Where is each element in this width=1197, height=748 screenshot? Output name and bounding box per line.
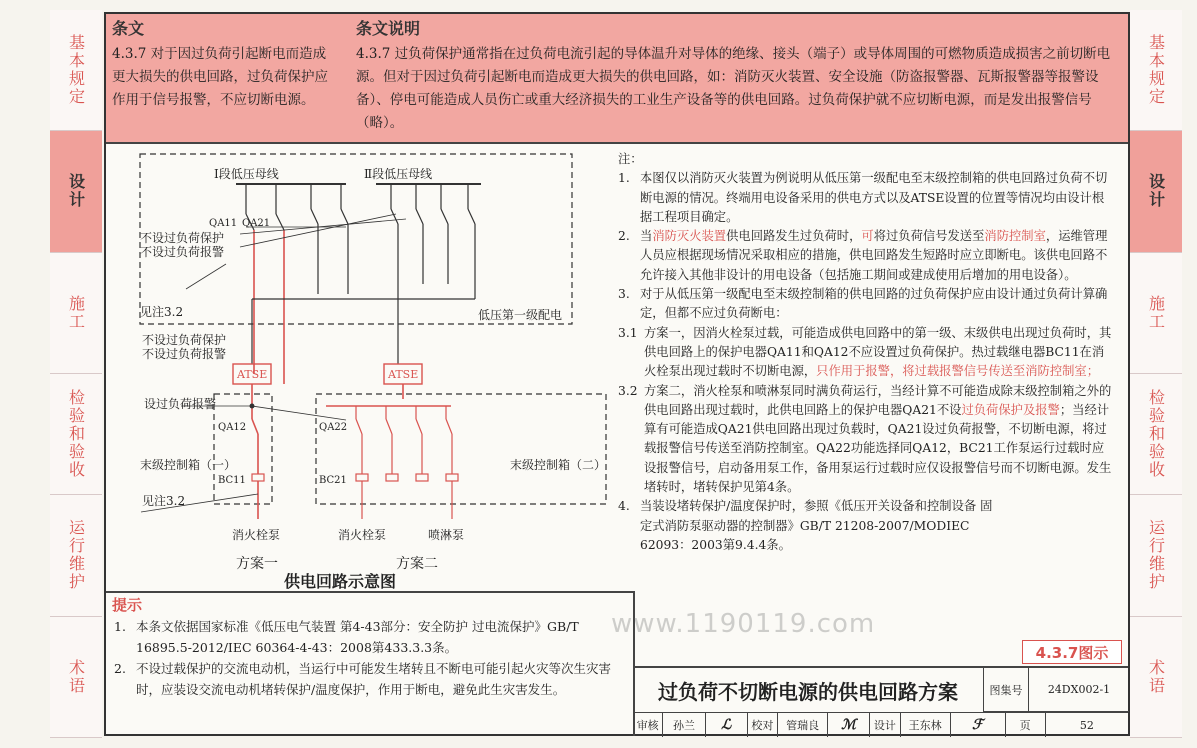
note-number: 3.2: [618, 383, 638, 398]
notes-heading: 注：: [618, 152, 643, 166]
note-highlight: 消防控制室: [984, 229, 1046, 244]
checker-name: 管瑞良: [778, 713, 828, 737]
tab-operation[interactable]: [1130, 495, 1182, 616]
atlas-number: 24DX002-1: [1028, 668, 1129, 712]
tips-title: 提示: [112, 596, 143, 614]
atse2-label: ATSE: [388, 368, 419, 381]
explanation-block: [356, 16, 1116, 135]
article-title: 条文: [112, 19, 145, 38]
tab-label: 施工: [1146, 294, 1166, 331]
note-fragment: ；当经计算有可能造成QA21供电回路出现过负载时，QA21设过负荷报警，不切断电源，将过载报警信号传送至消防控制室。QA22功能选择同QA12，BC21工作泵运行过载时应设报警信号，启动备用泵工作，备用泵运行过载时应仅设报警信号而不切断电源。发生堵转时，堵转保护见第4条。: [644, 402, 1112, 495]
tab-basic-rules[interactable]: [50, 10, 102, 131]
explanation-title: 条文说明: [356, 19, 421, 38]
tip-item: [106, 616, 633, 658]
note-text: 本图仅以消防灭火装置为例说明从低压第一级配电至末级控制箱的供电回路过负荷不切断电源的情况。终端用电设备采用的供电方式以及ATSE设置的位置等情况均由设计根据工程项目确定。: [640, 171, 1108, 224]
note-fragment: 当: [640, 229, 653, 244]
note-item: [618, 227, 1113, 285]
control-box-2-label: 末级控制箱（二）: [510, 458, 607, 472]
figure-tag: 4.3.7图示: [1022, 640, 1122, 664]
tips-section: [106, 591, 635, 736]
reviewer-name: 孙兰: [663, 713, 705, 737]
tip-text: 本条文依据国家标准《低压电气装置 第4-43部分：安全防护 过电流保护》GB/T 16895.5-2012/IEC 60364-4-43：2008第433.3.3条。: [136, 619, 579, 655]
atlas-number-label: 图集号: [983, 668, 1028, 712]
left-tab-bar: [50, 10, 102, 738]
tab-operation[interactable]: [50, 495, 102, 616]
watermark: www.1190119.com: [611, 609, 876, 639]
note-fragment: 供电回路发生过负荷时，: [726, 229, 862, 244]
review-label: 审核: [633, 713, 663, 737]
tab-label: 检验和验收: [66, 389, 86, 480]
tab-label: 术语: [66, 658, 86, 695]
tab-label: 运行维护: [66, 519, 86, 592]
tab-terms[interactable]: [50, 617, 102, 738]
no-alarm-label-2: 不设过负荷报警: [142, 347, 227, 361]
scheme-2-label: 方案二: [396, 556, 438, 572]
checker-signature: ℳ: [828, 713, 870, 737]
qa22-label: QA22: [319, 422, 348, 433]
control-box-2-outline: [316, 394, 606, 504]
tab-label: 设计: [66, 173, 86, 210]
note-item: [618, 382, 1113, 498]
tab-construction[interactable]: [50, 253, 102, 374]
note-number: 2.: [618, 229, 630, 244]
article-block: [112, 16, 338, 112]
leader-dot: [250, 404, 255, 409]
note-highlight: 只作用于报警，将过载报警信号传送至消防控制室；: [816, 364, 1100, 379]
tip-number: 1.: [114, 619, 126, 634]
note-highlight: 可: [861, 229, 874, 244]
note-highlight: 过负荷保护及报警: [961, 402, 1060, 417]
pump-label-2: 消火栓泵: [338, 528, 387, 542]
set-alarm-label: 设过负荷报警: [144, 397, 217, 411]
note-fragment: 方案二，消火栓泵和喷淋泵同时满负荷运行，当经计算不可能造成除末级控制箱之外的供电回路出现过载时，此供电回路上的保护电器QA21不设: [644, 383, 1112, 417]
right-tab-bar: [1130, 10, 1182, 738]
tab-inspection[interactable]: [1130, 374, 1182, 495]
note-text: 对于从低压第一级配电至末级控制箱的供电回路的过负荷保护应由设计通过负荷计算确定，但都不应过负荷断电：: [640, 287, 1108, 321]
tab-basic-rules[interactable]: [1130, 10, 1182, 131]
note-text: [644, 382, 1113, 498]
bc11-label: BC11: [218, 475, 246, 486]
scheme-1-label: 方案一: [236, 556, 278, 572]
see-note-label-1: 见注3.2: [140, 305, 184, 319]
tab-construction[interactable]: [1130, 253, 1182, 374]
tab-label: 设计: [1146, 173, 1166, 210]
no-protection-label-2: 不设过负荷保护: [142, 333, 227, 347]
tab-label: 基本规定: [66, 34, 86, 107]
tab-terms[interactable]: [1130, 617, 1182, 738]
tab-label: 检验和验收: [1146, 389, 1166, 480]
tab-design[interactable]: [1130, 131, 1182, 252]
notes-section: [618, 150, 1113, 555]
tip-number: 2.: [114, 661, 126, 676]
article-header: [106, 14, 1128, 144]
note-fragment: 将过负荷信号发送至: [873, 229, 985, 244]
note-text: [640, 227, 1113, 285]
page-number: 52: [1079, 718, 1094, 732]
note-fragment: 方案一，因消火栓泵过载，可能造成供电回路中的第一级、末级供电出现过负荷时，其供电回路上的保护电器QA11和QA12不应设置过负荷保护。热过载继电器BC11在消火栓泵出现过载时不切断电源，: [644, 325, 1112, 379]
tab-label: 基本规定: [1146, 34, 1166, 107]
tab-label: 运行维护: [1146, 519, 1166, 592]
see-note-label-2: 见注3.2: [142, 494, 186, 508]
note-item: [618, 169, 1113, 227]
explanation-text: 4.3.7 过负荷保护通常指在过负荷电流引起的导体温升对导体的绝缘、接头（端子）或导体周围的可燃物质造成损害之前切断电源。但对于因过负荷引起断电而造成更大损失的供电回路，如：消防灭火装置、安全设施（防盗报警器、瓦斯报警器等报警设备）、停电可能造成人员伤亡或重大经济损失的工业生产设备等的供电回路。过负荷保护就不应切断电源，而是发出报警信号（略）。: [356, 46, 1111, 131]
reviewer-signature: ℒ: [706, 713, 748, 737]
qa11-label: QA11: [209, 218, 238, 229]
note-number: 4.: [618, 499, 630, 514]
tip-text: 不设过载保护的交流电动机，当运行中可能发生堵转且不断电可能引起火灾等次生灾害时，应装设交流电动机堵转保护/温度保护，作用于断电，避免此生灾害发生。: [136, 661, 612, 697]
pump-label-3: 喷淋泵: [428, 528, 465, 542]
control-box-1-outline: [214, 394, 272, 504]
atse1-label: ATSE: [237, 368, 268, 381]
article-text: 4.3.7 对于因过负荷引起断电而造成更大损失的供电回路，过负荷保护应作用于信号报警，不应切断电源。: [112, 46, 328, 108]
no-alarm-label: 不设过负荷报警: [140, 245, 225, 259]
note-text: 当装设堵转保护/温度保护时，参照《低压开关设备和控制设备 固定式消防泵驱动器的控制器》GB/T 21208-2007/MODIEC 62093：2003第9.4.4条。: [640, 499, 993, 552]
qa12-label: QA12: [218, 422, 247, 433]
note-fragment: ，运维管理人员应根据现场情况采取相应的措施，供电回路发生短路时应立即断电。该供电回路不允许接入其他非设计的用电设备（包括施工期间或建成使用后增加的用电设备）。: [640, 229, 1108, 282]
note-item: [618, 285, 1113, 324]
panel-first-level-label: 低压第一级配电: [478, 308, 563, 322]
drawing-title: 过负荷不切断电源的供电回路方案: [633, 668, 984, 712]
note-number: 1.: [618, 171, 630, 186]
tip-item: [106, 658, 633, 700]
control-box-1-label: 末级控制箱（一）: [140, 458, 237, 472]
design-label: 设计: [870, 713, 900, 737]
bus1-label: Ⅰ段低压母线: [214, 167, 279, 181]
tab-label: 施工: [66, 294, 86, 331]
page-label: 页: [1006, 713, 1046, 737]
pump-label-1: 消火栓泵: [232, 528, 281, 542]
signature-row: [633, 712, 1128, 737]
no-protection-label: 不设过负荷保护: [140, 231, 225, 245]
designer-signature: ℱ: [951, 713, 1006, 737]
note-highlight: 消防灭火装置: [652, 229, 727, 244]
circuit-diagram: [106, 144, 611, 589]
designer-name: 王东林: [901, 713, 951, 737]
note-text: [644, 324, 1113, 382]
tab-label: 术语: [1146, 658, 1166, 695]
note-item: [618, 497, 1113, 555]
bus2-label: Ⅱ段低压母线: [364, 167, 433, 181]
qa21-label: QA21: [242, 218, 271, 229]
diagram-caption: 供电回路示意图: [284, 572, 397, 589]
note-number: 3.: [618, 287, 630, 302]
bc21-label: BC21: [319, 475, 347, 486]
tab-design[interactable]: [50, 131, 102, 252]
title-block: [633, 666, 1128, 736]
qa21-contact: [276, 214, 284, 230]
check-label: 校对: [748, 713, 778, 737]
drawing-frame: [104, 12, 1130, 736]
tab-inspection[interactable]: [50, 374, 102, 495]
note-item: [618, 324, 1113, 382]
note-number: 3.1: [618, 325, 638, 340]
